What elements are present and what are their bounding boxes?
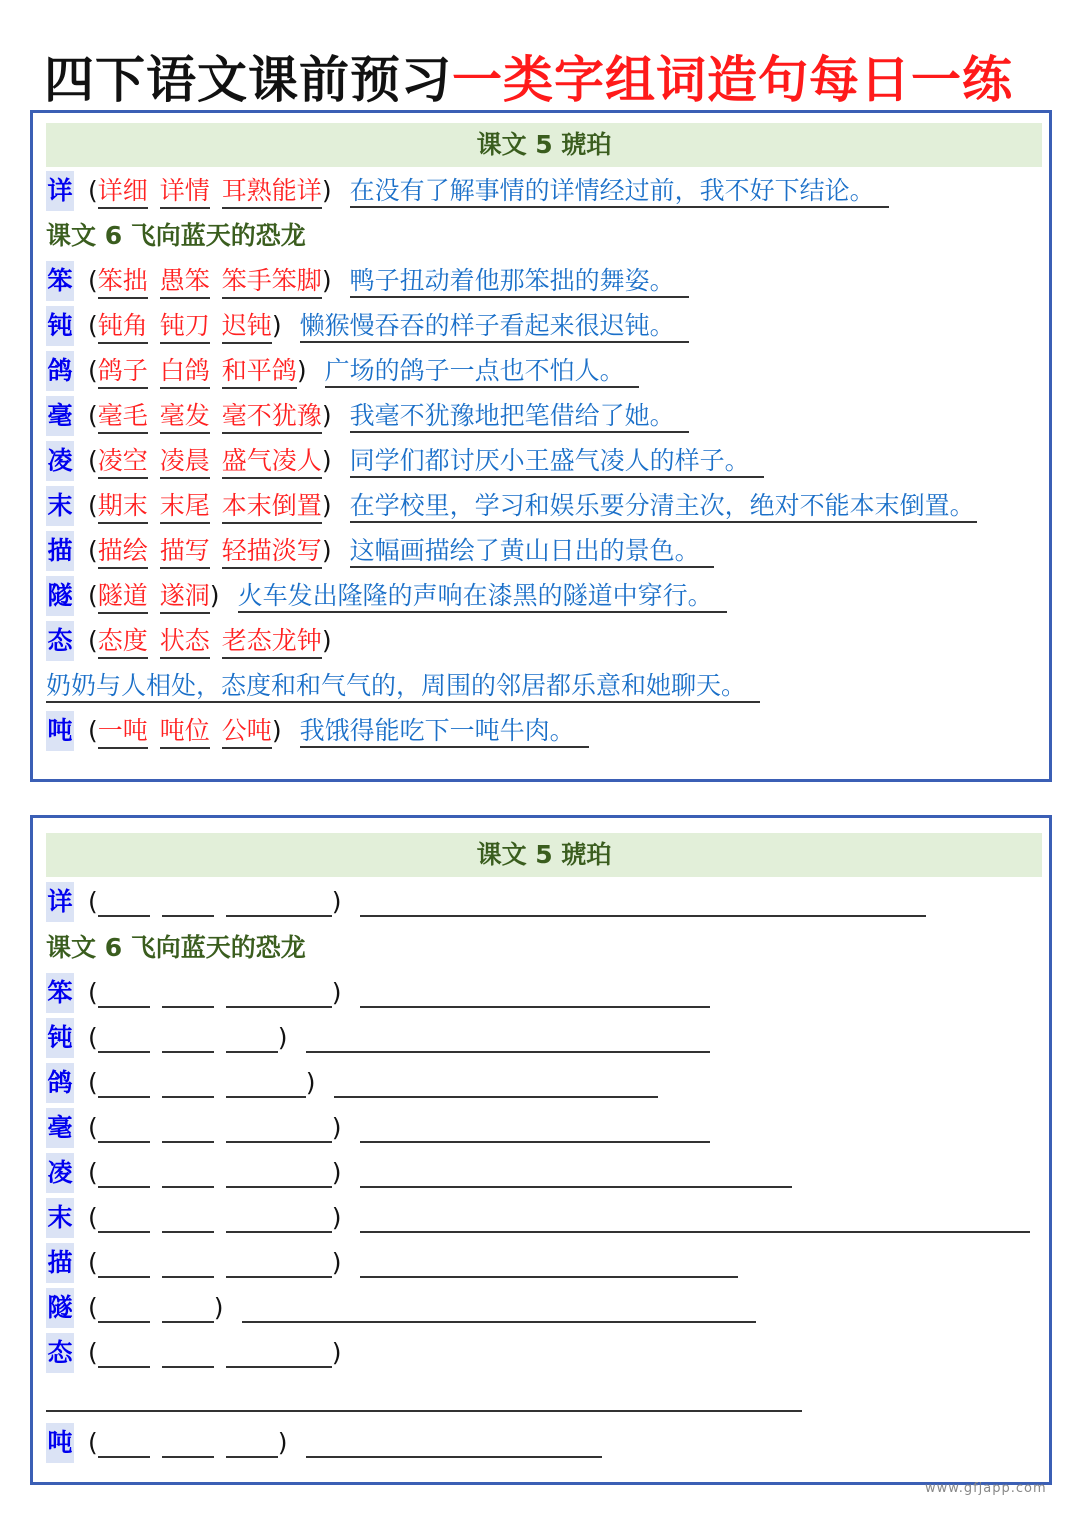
word-blank[interactable] bbox=[226, 1070, 306, 1098]
word-blank[interactable] bbox=[162, 1160, 214, 1188]
title-black: 四下语文课前预习 bbox=[44, 51, 452, 109]
answer-row: 隧 (隧道 遂洞) 火车发出隆隆的声响在漆黑的隧道中穿行。 bbox=[46, 576, 727, 616]
practice-row: 钝 ( ) bbox=[46, 1018, 710, 1058]
sentence-blank[interactable] bbox=[360, 1205, 1030, 1233]
answer-row: 描 (描绘 描写 轻描淡写) 这幅画描绘了黄山日出的景色。 bbox=[46, 531, 714, 571]
word-blank[interactable] bbox=[162, 889, 214, 917]
word: 毫不犹豫 bbox=[222, 401, 322, 434]
word: 钝角 bbox=[98, 311, 148, 344]
answer-row-sentence bbox=[46, 666, 760, 706]
word-blank[interactable] bbox=[226, 1205, 332, 1233]
word: 吨位 bbox=[160, 716, 210, 749]
lesson5-header: 课文 5 琥珀 bbox=[46, 123, 1042, 167]
word-blank[interactable] bbox=[98, 1340, 150, 1368]
word-blank[interactable] bbox=[162, 1070, 214, 1098]
word: 详情 bbox=[160, 176, 210, 209]
sentence-blank[interactable] bbox=[306, 1025, 710, 1053]
sentence-blank[interactable] bbox=[334, 1070, 658, 1098]
word-blank[interactable] bbox=[98, 1025, 150, 1053]
word-blank[interactable] bbox=[98, 1250, 150, 1278]
sentence-blank[interactable] bbox=[360, 1160, 792, 1188]
answer-panel bbox=[30, 110, 1052, 782]
word-blank[interactable] bbox=[98, 1070, 150, 1098]
word-blank[interactable] bbox=[98, 1295, 150, 1323]
word: 笨手笨脚 bbox=[222, 266, 322, 299]
target-char: 隧 bbox=[46, 1288, 74, 1328]
word-blank[interactable] bbox=[98, 1205, 150, 1233]
target-char: 笨 bbox=[46, 261, 74, 301]
word: 隧道 bbox=[98, 581, 148, 614]
sentence: 奶奶与人相处，态度和和气气的，周围的邻居都乐意和她聊天。 bbox=[46, 671, 760, 703]
target-char: 笨 bbox=[46, 973, 74, 1013]
practice-row: 描 ( ) bbox=[46, 1243, 738, 1283]
word-blank[interactable] bbox=[98, 889, 150, 917]
answer-row: 凌 (凌空 凌晨 盛气凌人) 同学们都讨厌小王盛气凌人的样子。 bbox=[46, 441, 764, 481]
answer-row: 笨 (笨拙 愚笨 笨手笨脚) 鸭子扭动着他那笨拙的舞姿。 bbox=[46, 261, 689, 301]
target-char: 凌 bbox=[46, 441, 74, 481]
word-blank[interactable] bbox=[162, 1205, 214, 1233]
target-char: 详 bbox=[46, 882, 74, 922]
practice-row: 态 ( ) bbox=[46, 1333, 342, 1373]
sentence-blank[interactable] bbox=[360, 889, 926, 917]
word: 描绘 bbox=[98, 536, 148, 569]
word-blank[interactable] bbox=[226, 980, 332, 1008]
word: 期末 bbox=[98, 491, 148, 524]
target-char: 详 bbox=[46, 171, 74, 211]
word: 态度 bbox=[98, 626, 148, 659]
answer-row: 详 (详细 详情 耳熟能详) 在没有了解事情的详情经过前，我不好下结论。 bbox=[46, 171, 889, 211]
word: 详细 bbox=[98, 176, 148, 209]
practice-row: 鸽 ( ) bbox=[46, 1063, 658, 1103]
practice-panel bbox=[30, 815, 1052, 1485]
lesson6-header: 课文 6 飞向蓝天的恐龙 bbox=[46, 221, 306, 250]
word-blank[interactable] bbox=[226, 1430, 278, 1458]
word: 状态 bbox=[160, 626, 210, 659]
target-char: 末 bbox=[46, 1198, 74, 1238]
word-blank[interactable] bbox=[162, 1250, 214, 1278]
word-blank[interactable] bbox=[162, 1025, 214, 1053]
sentence-blank[interactable] bbox=[360, 1115, 710, 1143]
word-blank[interactable] bbox=[226, 889, 332, 917]
word-blank[interactable] bbox=[226, 1115, 332, 1143]
word-blank[interactable] bbox=[162, 1295, 214, 1323]
target-char: 凌 bbox=[46, 1153, 74, 1193]
sentence: 鸭子扭动着他那笨拙的舞姿。 bbox=[350, 266, 689, 298]
title-red: 一类字组词造句每日一练 bbox=[452, 51, 1013, 109]
word-blank[interactable] bbox=[226, 1340, 332, 1368]
target-char: 描 bbox=[46, 531, 74, 571]
practice-row: 末 ( ) bbox=[46, 1198, 1030, 1238]
word: 末尾 bbox=[160, 491, 210, 524]
sentence-blank[interactable] bbox=[306, 1430, 602, 1458]
watermark: www.gfjapp.com bbox=[925, 1481, 1047, 1496]
sentence-blank[interactable] bbox=[360, 1250, 738, 1278]
sentence-blank[interactable] bbox=[360, 980, 710, 1008]
sentence: 懒猴慢吞吞的样子看起来很迟钝。 bbox=[300, 311, 689, 343]
sentence: 我饿得能吃下一吨牛肉。 bbox=[300, 716, 589, 748]
lesson5-header: 课文 5 琥珀 bbox=[46, 833, 1042, 877]
word: 钝刀 bbox=[160, 311, 210, 344]
word: 凌晨 bbox=[160, 446, 210, 479]
word-blank[interactable] bbox=[162, 1340, 214, 1368]
word-blank[interactable] bbox=[226, 1250, 332, 1278]
target-char: 吨 bbox=[46, 711, 74, 751]
word: 白鸽 bbox=[160, 356, 210, 389]
word: 凌空 bbox=[98, 446, 148, 479]
page-title bbox=[44, 48, 1013, 112]
practice-row: 吨 ( ) bbox=[46, 1423, 602, 1463]
word-blank[interactable] bbox=[226, 1160, 332, 1188]
word-blank[interactable] bbox=[162, 1115, 214, 1143]
sentence: 在没有了解事情的详情经过前，我不好下结论。 bbox=[350, 176, 889, 208]
target-char: 末 bbox=[46, 486, 74, 526]
word-blank[interactable] bbox=[162, 980, 214, 1008]
word: 毫发 bbox=[160, 401, 210, 434]
word: 盛气凌人 bbox=[222, 446, 322, 479]
lesson6-header: 课文 6 飞向蓝天的恐龙 bbox=[46, 933, 306, 962]
word: 耳熟能详 bbox=[222, 176, 322, 209]
sentence: 火车发出隆隆的声响在漆黑的隧道中穿行。 bbox=[238, 581, 727, 613]
sentence: 在学校里，学习和娱乐要分清主次，绝对不能本末倒置。 bbox=[350, 491, 977, 523]
practice-row: 毫 ( ) bbox=[46, 1108, 710, 1148]
sentence: 同学们都讨厌小王盛气凌人的样子。 bbox=[350, 446, 764, 478]
sentence-blank[interactable] bbox=[242, 1295, 756, 1323]
target-char: 态 bbox=[46, 621, 74, 661]
word-blank[interactable] bbox=[98, 1160, 150, 1188]
word: 笨拙 bbox=[98, 266, 148, 299]
word: 和平鸽 bbox=[222, 356, 297, 389]
sentence-blank[interactable] bbox=[46, 1410, 802, 1412]
target-char: 鸽 bbox=[46, 351, 74, 391]
word: 毫毛 bbox=[98, 401, 148, 434]
sentence: 这幅画描绘了黄山日出的景色。 bbox=[350, 536, 714, 568]
practice-row: 隧 ( ) bbox=[46, 1288, 756, 1328]
sentence: 我毫不犹豫地把笔借给了她。 bbox=[350, 401, 689, 433]
word: 老态龙钟 bbox=[222, 626, 322, 659]
word-blank[interactable] bbox=[98, 1115, 150, 1143]
target-char: 鸽 bbox=[46, 1063, 74, 1103]
word: 描写 bbox=[160, 536, 210, 569]
answer-row: 毫 (毫毛 毫发 毫不犹豫) 我毫不犹豫地把笔借给了她。 bbox=[46, 396, 689, 436]
target-char: 毫 bbox=[46, 396, 74, 436]
word: 迟钝 bbox=[222, 311, 272, 344]
answer-row: 吨 (一吨 吨位 公吨) 我饿得能吃下一吨牛肉。 bbox=[46, 711, 589, 751]
word: 公吨 bbox=[222, 716, 272, 749]
word: 鸽子 bbox=[98, 356, 148, 389]
practice-row: 笨 ( ) bbox=[46, 973, 710, 1013]
target-char: 钝 bbox=[46, 306, 74, 346]
answer-row: 鸽 (鸽子 白鸽 和平鸽) 广场的鸽子一点也不怕人。 bbox=[46, 351, 639, 391]
answer-row: 末 (期末 末尾 本末倒置) 在学校里，学习和娱乐要分清主次，绝对不能本末倒置。 bbox=[46, 486, 977, 526]
word: 本末倒置 bbox=[222, 491, 322, 524]
practice-row: 凌 ( ) bbox=[46, 1153, 792, 1193]
word: 一吨 bbox=[98, 716, 148, 749]
target-char: 态 bbox=[46, 1333, 74, 1373]
word-blank[interactable] bbox=[98, 980, 150, 1008]
answer-row: 态 (态度 状态 老态龙钟) bbox=[46, 621, 332, 661]
word-blank[interactable] bbox=[98, 1430, 150, 1458]
practice-row: 详 ( ) bbox=[46, 882, 926, 922]
word: 遂洞 bbox=[160, 581, 210, 614]
word: 愚笨 bbox=[160, 266, 210, 299]
target-char: 钝 bbox=[46, 1018, 74, 1058]
target-char: 毫 bbox=[46, 1108, 74, 1148]
target-char: 隧 bbox=[46, 576, 74, 616]
word-blank[interactable] bbox=[226, 1025, 278, 1053]
target-char: 吨 bbox=[46, 1423, 74, 1463]
word: 轻描淡写 bbox=[222, 536, 322, 569]
target-char: 描 bbox=[46, 1243, 74, 1283]
sentence: 广场的鸽子一点也不怕人。 bbox=[325, 356, 639, 388]
answer-row: 钝 (钝角 钝刀 迟钝) 懒猴慢吞吞的样子看起来很迟钝。 bbox=[46, 306, 689, 346]
word-blank[interactable] bbox=[162, 1430, 214, 1458]
